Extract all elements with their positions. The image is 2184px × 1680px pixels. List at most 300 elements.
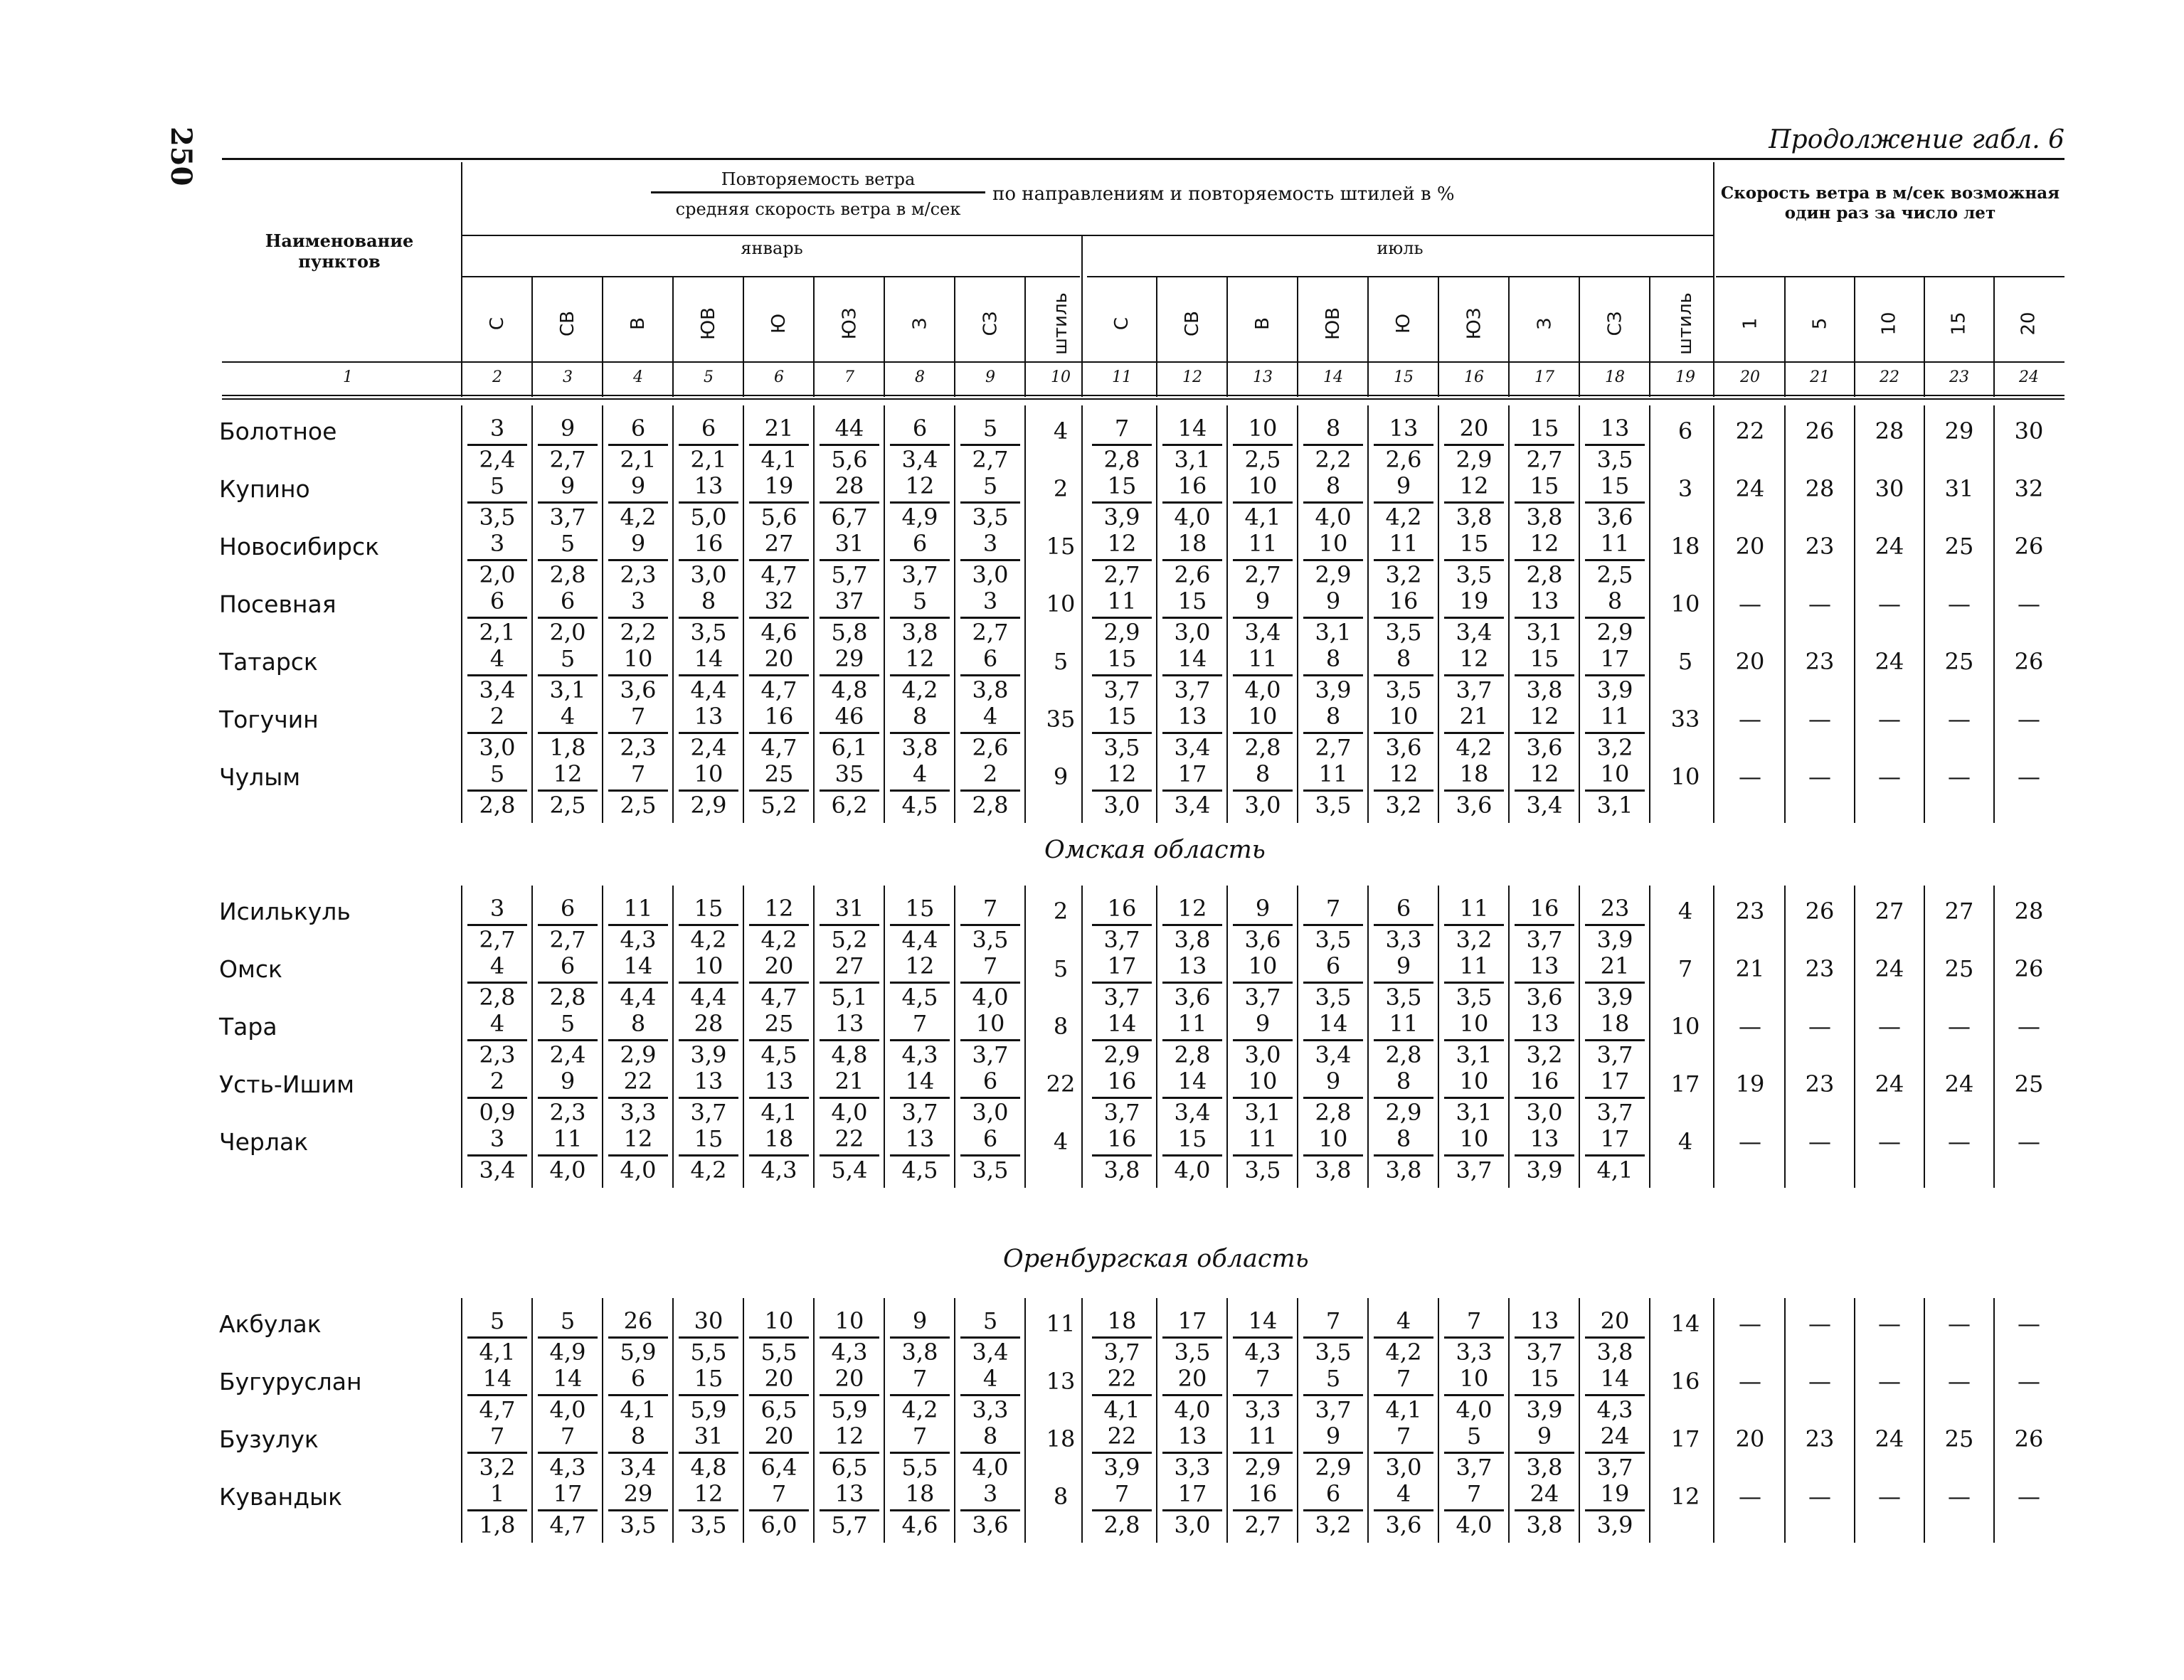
max-wind-speed: 28 <box>1875 418 1904 445</box>
jan-calm: 4 <box>1053 1128 1069 1155</box>
jul-frequency: 10 <box>1459 1010 1489 1037</box>
max-wind-speed: — <box>1948 1013 1971 1040</box>
jan-calm: 18 <box>1046 1425 1076 1452</box>
jul-frequency: 7 <box>1325 1307 1341 1334</box>
jan-mean-speed: 4,8 <box>820 674 879 703</box>
jan-mean-speed: 2,1 <box>467 617 527 646</box>
table-caption: Продолжение габл. 6 <box>1769 125 2064 154</box>
jul-frequency: 15 <box>1107 703 1137 730</box>
jan-frequency: 8 <box>982 1423 998 1450</box>
jul-mean-speed: 4,0 <box>1444 1509 1504 1538</box>
max-wind-speed: 24 <box>1875 955 1904 982</box>
jul-calm: 12 <box>1670 1483 1700 1510</box>
jan-frequency: 7 <box>771 1480 787 1507</box>
jul-frequency: 15 <box>1177 1125 1207 1152</box>
header-rule-speed <box>1716 276 2064 277</box>
col-number: 9 <box>985 368 995 386</box>
max-wind-speed: — <box>1878 706 1901 733</box>
jan-frequency: 9 <box>560 415 576 442</box>
header-station-label: Наименование пунктов <box>265 230 414 272</box>
jul-mean-speed: 3,7 <box>1092 924 1152 953</box>
jan-mean-speed: 4,0 <box>608 1154 668 1184</box>
jan-mean-speed: 3,4 <box>890 444 950 473</box>
jul-mean-speed: 3,0 <box>1092 790 1152 819</box>
jul-mean-speed: 2,2 <box>1303 444 1363 473</box>
max-wind-speed: — <box>1808 1128 1831 1155</box>
jan-frequency: 5 <box>982 472 998 499</box>
jul-frequency: 8 <box>1325 415 1341 442</box>
section-vline <box>461 1298 462 1543</box>
jan-frequency: 13 <box>694 1068 723 1095</box>
jan-frequency: 31 <box>834 530 864 557</box>
jul-mean-speed: 3,5 <box>1303 924 1363 953</box>
max-wind-speed: 30 <box>2014 418 2044 445</box>
section-vline <box>531 886 533 1188</box>
jul-mean-speed: 3,9 <box>1585 982 1645 1011</box>
max-wind-speed: 28 <box>2014 898 2044 925</box>
max-wind-speed: 23 <box>1805 1425 1835 1452</box>
max-wind-speed: — <box>1739 590 1761 617</box>
max-wind-speed: — <box>1878 1483 1901 1510</box>
jan-frequency: 7 <box>982 952 998 979</box>
jan-mean-speed: 2,3 <box>538 1097 598 1126</box>
jul-mean-speed: 3,9 <box>1092 501 1152 531</box>
jul-mean-speed: 3,6 <box>1515 732 1574 761</box>
header-rule-colnums <box>222 395 2064 396</box>
header-jan-dir <box>955 285 1025 363</box>
jul-frequency: 14 <box>1318 1010 1348 1037</box>
jan-mean-speed: 2,4 <box>679 732 738 761</box>
dir-label: СЗ <box>979 311 1001 336</box>
max-wind-speed: — <box>1808 1013 1831 1040</box>
max-wind-speed: 31 <box>1944 475 1974 502</box>
jul-mean-speed: 3,9 <box>1585 674 1645 703</box>
station-name: Новосибирск <box>219 533 380 560</box>
jul-mean-speed: 3,0 <box>1233 1039 1293 1068</box>
dir-label: Ю <box>1392 313 1414 334</box>
jan-mean-speed: 4,8 <box>679 1452 738 1481</box>
jan-frequency: 14 <box>905 1068 935 1095</box>
jan-frequency: 29 <box>623 1480 653 1507</box>
jan-mean-speed: 5,2 <box>749 790 809 819</box>
jul-mean-speed: 3,8 <box>1515 1452 1574 1481</box>
jul-mean-speed: 3,3 <box>1374 924 1433 953</box>
jul-mean-speed: 3,6 <box>1515 982 1574 1011</box>
jan-calm: 8 <box>1053 1013 1069 1040</box>
header-speed: Скорость ветра в м/сек возможная один раз за число лет <box>1720 184 2060 223</box>
jul-mean-speed: 3,4 <box>1515 790 1574 819</box>
jul-frequency: 7 <box>1396 1365 1411 1392</box>
jul-frequency: 9 <box>1255 1010 1271 1037</box>
jan-calm: 22 <box>1046 1070 1076 1097</box>
jul-frequency: 14 <box>1248 1307 1278 1334</box>
jan-mean-speed: 2,8 <box>467 790 527 819</box>
jul-frequency: 11 <box>1248 1125 1278 1152</box>
max-wind-speed: 24 <box>1875 533 1904 560</box>
jan-frequency: 5 <box>982 1307 998 1334</box>
jan-mean-speed: 4,7 <box>749 732 809 761</box>
jan-mean-speed: 5,9 <box>608 1336 668 1366</box>
col-number: 13 <box>1253 368 1273 386</box>
max-wind-speed: — <box>1948 590 1971 617</box>
jan-frequency: 18 <box>764 1125 794 1152</box>
jan-mean-speed: 2,8 <box>538 982 598 1011</box>
max-wind-speed: — <box>1739 1310 1761 1337</box>
header-jan-dir <box>885 285 955 363</box>
jul-mean-speed: 3,5 <box>1303 790 1363 819</box>
max-wind-speed: 19 <box>1735 1070 1765 1097</box>
jan-mean-speed: 6,0 <box>749 1509 809 1538</box>
header-jul-dir <box>1580 285 1650 363</box>
jan-mean-speed: 2,4 <box>538 1039 598 1068</box>
jul-frequency: 17 <box>1600 1068 1630 1095</box>
jan-mean-speed: 4,2 <box>608 501 668 531</box>
jan-mean-speed: 3,8 <box>890 732 950 761</box>
jul-frequency: 7 <box>1255 1365 1271 1392</box>
jul-mean-speed: 3,0 <box>1374 1452 1433 1481</box>
jan-frequency: 13 <box>905 1125 935 1152</box>
jan-mean-speed: 1,8 <box>538 732 598 761</box>
jan-mean-speed: 2,0 <box>467 559 527 588</box>
dir-label: С <box>487 317 508 331</box>
jul-mean-speed: 3,1 <box>1444 1097 1504 1126</box>
jul-frequency: 18 <box>1600 1010 1630 1037</box>
jul-frequency: 13 <box>1177 1423 1207 1450</box>
jul-mean-speed: 3,6 <box>1374 1509 1433 1538</box>
jan-mean-speed: 5,1 <box>820 982 879 1011</box>
jul-mean-speed: 3,8 <box>1374 1154 1433 1184</box>
jul-mean-speed: 3,5 <box>1303 982 1363 1011</box>
jan-frequency: 14 <box>694 645 723 672</box>
max-wind-speed: — <box>2018 763 2040 790</box>
jul-frequency: 14 <box>1107 1010 1137 1037</box>
jul-mean-speed: 2,8 <box>1303 1097 1363 1126</box>
jul-frequency: 11 <box>1248 1423 1278 1450</box>
jul-mean-speed: 3,7 <box>1515 924 1574 953</box>
col-number: 5 <box>704 368 714 386</box>
jul-frequency: 16 <box>1530 1068 1559 1095</box>
dir-label: СВ <box>1182 311 1203 336</box>
jan-mean-speed: 3,4 <box>467 1154 527 1184</box>
station-name: Усть-Ишим <box>219 1070 355 1098</box>
col-number: 12 <box>1182 368 1202 386</box>
jul-mean-speed: 3,9 <box>1585 1509 1645 1538</box>
jul-mean-speed: 3,7 <box>1515 1336 1574 1366</box>
jan-frequency: 14 <box>482 1365 512 1392</box>
station-name: Купино <box>219 475 310 503</box>
jan-frequency: 9 <box>560 472 576 499</box>
dir-label: С <box>1111 317 1133 331</box>
dir-label: ЮВ <box>1322 307 1344 340</box>
col-number: 3 <box>563 368 573 386</box>
max-wind-speed: — <box>1948 763 1971 790</box>
jan-mean-speed: 3,0 <box>960 559 1020 588</box>
jan-frequency: 46 <box>834 703 864 730</box>
jan-calm: 9 <box>1053 763 1069 790</box>
jul-mean-speed: 3,5 <box>1374 674 1433 703</box>
station-name: Бузулук <box>219 1425 319 1453</box>
jul-frequency: 5 <box>1325 1365 1341 1392</box>
col-number: 4 <box>633 368 643 386</box>
header-year <box>1855 285 1924 363</box>
jul-mean-speed: 4,3 <box>1233 1336 1293 1366</box>
jan-mean-speed: 4,2 <box>679 1154 738 1184</box>
max-wind-speed: — <box>1878 1310 1901 1337</box>
max-wind-speed: — <box>1739 706 1761 733</box>
section-vline <box>602 1298 603 1543</box>
jul-mean-speed: 3,7 <box>1233 982 1293 1011</box>
jul-mean-speed: 3,7 <box>1092 674 1152 703</box>
jan-frequency: 9 <box>630 530 646 557</box>
jan-mean-speed: 3,4 <box>608 1452 668 1481</box>
jan-calm: 2 <box>1053 475 1069 502</box>
col-number: 23 <box>1949 368 1969 386</box>
jan-frequency: 13 <box>694 703 723 730</box>
max-wind-speed: 25 <box>2014 1070 2044 1097</box>
jan-frequency: 27 <box>764 530 794 557</box>
header-jan-dir <box>1026 285 1096 363</box>
jul-mean-speed: 4,3 <box>1585 1394 1645 1423</box>
jul-mean-speed: 3,5 <box>1233 1154 1293 1184</box>
page-number: 250 <box>164 127 198 186</box>
jul-mean-speed: 4,0 <box>1162 1154 1222 1184</box>
jul-frequency: 10 <box>1318 530 1348 557</box>
jul-frequency: 21 <box>1459 703 1489 730</box>
header-year <box>1716 285 1784 363</box>
jan-frequency: 2 <box>489 703 505 730</box>
jul-mean-speed: 3,1 <box>1162 444 1222 473</box>
jul-frequency: 11 <box>1459 895 1489 922</box>
section-vline <box>954 1298 955 1543</box>
jul-frequency: 8 <box>1255 760 1271 787</box>
header-rule-jan <box>462 276 1080 277</box>
section-vline <box>1156 405 1157 823</box>
section-vline <box>672 405 674 823</box>
dir-label: штиль <box>1050 292 1071 355</box>
jul-frequency: 7 <box>1325 895 1341 922</box>
jul-frequency: 23 <box>1600 895 1630 922</box>
jan-frequency: 8 <box>912 703 928 730</box>
jan-mean-speed: 2,5 <box>608 790 668 819</box>
jul-mean-speed: 4,1 <box>1092 1394 1152 1423</box>
jul-frequency: 12 <box>1530 530 1559 557</box>
jan-frequency: 6 <box>560 588 576 615</box>
jul-frequency: 19 <box>1459 588 1489 615</box>
section-vline <box>1579 1298 1580 1543</box>
jul-mean-speed: 3,3 <box>1444 1336 1504 1366</box>
jan-mean-speed: 6,7 <box>820 501 879 531</box>
jan-mean-speed: 4,7 <box>749 674 809 703</box>
jan-mean-speed: 2,3 <box>608 732 668 761</box>
section-vline <box>813 886 815 1188</box>
section-vline <box>531 1298 533 1543</box>
max-wind-speed: — <box>1739 1013 1761 1040</box>
jan-mean-speed: 4,1 <box>749 444 809 473</box>
jul-frequency: 16 <box>1107 1068 1137 1095</box>
jul-frequency: 10 <box>1248 1068 1278 1095</box>
jul-mean-speed: 4,0 <box>1162 1394 1222 1423</box>
jan-mean-speed: 3,3 <box>608 1097 668 1126</box>
jan-frequency: 7 <box>630 703 646 730</box>
jan-mean-speed: 4,7 <box>749 559 809 588</box>
header-jan-dir <box>744 285 814 363</box>
header-rule-jul <box>1087 276 1713 277</box>
jan-mean-speed: 3,8 <box>960 674 1020 703</box>
jul-mean-speed: 3,5 <box>1444 982 1504 1011</box>
header-jul-dir <box>1439 285 1509 363</box>
jul-mean-speed: 3,5 <box>1444 559 1504 588</box>
jul-mean-speed: 3,8 <box>1515 674 1574 703</box>
max-wind-speed: 23 <box>1735 898 1765 925</box>
jul-frequency: 6 <box>1325 952 1341 979</box>
jan-mean-speed: 4,0 <box>820 1097 879 1126</box>
jul-frequency: 8 <box>1396 1068 1411 1095</box>
station-name: Омск <box>219 955 282 983</box>
jan-frequency: 20 <box>764 952 794 979</box>
jul-mean-speed: 3,1 <box>1585 790 1645 819</box>
jul-calm: 7 <box>1677 955 1693 982</box>
jul-frequency: 9 <box>1255 588 1271 615</box>
jul-frequency: 16 <box>1177 472 1207 499</box>
jan-frequency: 29 <box>834 645 864 672</box>
jul-frequency: 12 <box>1530 703 1559 730</box>
jul-frequency: 24 <box>1530 1480 1559 1507</box>
jan-mean-speed: 2,7 <box>960 617 1020 646</box>
jul-frequency: 4 <box>1396 1307 1411 1334</box>
jul-mean-speed: 3,0 <box>1162 1509 1222 1538</box>
jul-mean-speed: 2,8 <box>1233 732 1293 761</box>
jan-mean-speed: 3,1 <box>538 674 598 703</box>
jan-mean-speed: 4,0 <box>538 1394 598 1423</box>
jan-mean-speed: 4,0 <box>960 1452 1020 1481</box>
max-wind-speed: 25 <box>1944 955 1974 982</box>
jan-frequency: 7 <box>489 1423 505 1450</box>
max-wind-speed: 23 <box>1805 648 1835 675</box>
jan-frequency: 5 <box>912 588 928 615</box>
max-wind-speed: — <box>2018 1483 2040 1510</box>
jan-frequency: 13 <box>764 1068 794 1095</box>
jul-mean-speed: 2,9 <box>1092 1039 1152 1068</box>
dir-label: ЮЗ <box>839 307 860 340</box>
jul-frequency: 12 <box>1389 760 1419 787</box>
max-wind-speed: — <box>1948 1368 1971 1395</box>
jul-calm: 14 <box>1670 1310 1700 1337</box>
section-vline <box>884 1298 885 1543</box>
jan-mean-speed: 6,1 <box>820 732 879 761</box>
section-vline <box>743 405 744 823</box>
jan-mean-speed: 6,5 <box>749 1394 809 1423</box>
jul-mean-speed: 3,4 <box>1233 617 1293 646</box>
jul-frequency: 20 <box>1177 1365 1207 1392</box>
jan-frequency: 6 <box>982 1125 998 1152</box>
section-vline <box>1367 886 1369 1188</box>
jul-mean-speed: 3,1 <box>1303 617 1363 646</box>
jul-mean-speed: 4,0 <box>1233 674 1293 703</box>
jan-mean-speed: 4,8 <box>820 1039 879 1068</box>
jan-frequency: 4 <box>489 645 505 672</box>
jan-mean-speed: 6,5 <box>820 1452 879 1481</box>
jan-frequency: 5 <box>489 760 505 787</box>
jan-frequency: 4 <box>489 1010 505 1037</box>
header-jul-dir <box>1650 285 1720 363</box>
jan-mean-speed: 4,4 <box>890 924 950 953</box>
jan-frequency: 30 <box>694 1307 723 1334</box>
jul-frequency: 17 <box>1177 1307 1207 1334</box>
jul-mean-speed: 3,6 <box>1162 982 1222 1011</box>
station-name: Тогучин <box>219 706 319 733</box>
jan-frequency: 31 <box>834 895 864 922</box>
max-wind-speed: 22 <box>1735 418 1765 445</box>
jan-calm: 5 <box>1053 955 1069 982</box>
jan-mean-speed: 4,3 <box>890 1039 950 1068</box>
jan-frequency: 3 <box>630 588 646 615</box>
col-number: 24 <box>2019 368 2039 386</box>
section-vline <box>1367 1298 1369 1543</box>
jan-frequency: 3 <box>982 530 998 557</box>
jan-frequency: 28 <box>834 472 864 499</box>
jul-frequency: 12 <box>1459 645 1489 672</box>
max-wind-speed: 20 <box>1735 1425 1765 1452</box>
jul-frequency: 19 <box>1600 1480 1630 1507</box>
jan-mean-speed: 2,6 <box>960 732 1020 761</box>
jan-frequency: 7 <box>560 1423 576 1450</box>
jul-mean-speed: 3,7 <box>1092 1097 1152 1126</box>
section-vline <box>1508 405 1510 823</box>
jul-mean-speed: 2,7 <box>1515 444 1574 473</box>
jul-frequency: 12 <box>1459 472 1489 499</box>
jul-frequency: 9 <box>1537 1423 1552 1450</box>
jan-frequency: 32 <box>764 588 794 615</box>
section-vline <box>672 1298 674 1543</box>
jan-calm: 4 <box>1053 418 1069 445</box>
header-fraction-top: Повторяемость ветра <box>651 169 985 193</box>
jul-frequency: 11 <box>1459 952 1489 979</box>
jul-calm: 5 <box>1677 648 1693 675</box>
jan-frequency: 7 <box>912 1010 928 1037</box>
jan-mean-speed: 2,3 <box>608 559 668 588</box>
dir-label: ЮЗ <box>1463 307 1485 340</box>
jul-frequency: 7 <box>1466 1480 1482 1507</box>
jan-mean-speed: 3,7 <box>960 1039 1020 1068</box>
section-vline <box>884 405 885 823</box>
jul-frequency: 9 <box>1396 472 1411 499</box>
max-wind-speed: — <box>1878 1013 1901 1040</box>
jan-frequency: 5 <box>560 530 576 557</box>
jul-frequency: 16 <box>1248 1480 1278 1507</box>
year-label: 15 <box>1949 312 1970 336</box>
jul-frequency: 10 <box>1459 1068 1489 1095</box>
jul-mean-speed: 3,6 <box>1233 924 1293 953</box>
jan-mean-speed: 2,3 <box>467 1039 527 1068</box>
jan-mean-speed: 2,4 <box>467 444 527 473</box>
jan-mean-speed: 3,5 <box>960 501 1020 531</box>
section-vline <box>1226 1298 1228 1543</box>
jul-mean-speed: 3,6 <box>1374 732 1433 761</box>
station-name: Посевная <box>219 590 336 618</box>
max-wind-speed: — <box>1948 1483 1971 1510</box>
jul-frequency: 15 <box>1530 472 1559 499</box>
jul-mean-speed: 3,4 <box>1162 790 1222 819</box>
jul-frequency: 8 <box>1325 703 1341 730</box>
col-number: 22 <box>1880 368 1899 386</box>
jan-frequency: 13 <box>694 472 723 499</box>
jul-frequency: 16 <box>1389 588 1419 615</box>
jan-frequency: 12 <box>905 645 935 672</box>
jan-mean-speed: 3,7 <box>890 1097 950 1126</box>
jul-mean-speed: 3,4 <box>1303 1039 1363 1068</box>
section-vline <box>1226 886 1228 1188</box>
jul-calm: 4 <box>1677 898 1693 925</box>
